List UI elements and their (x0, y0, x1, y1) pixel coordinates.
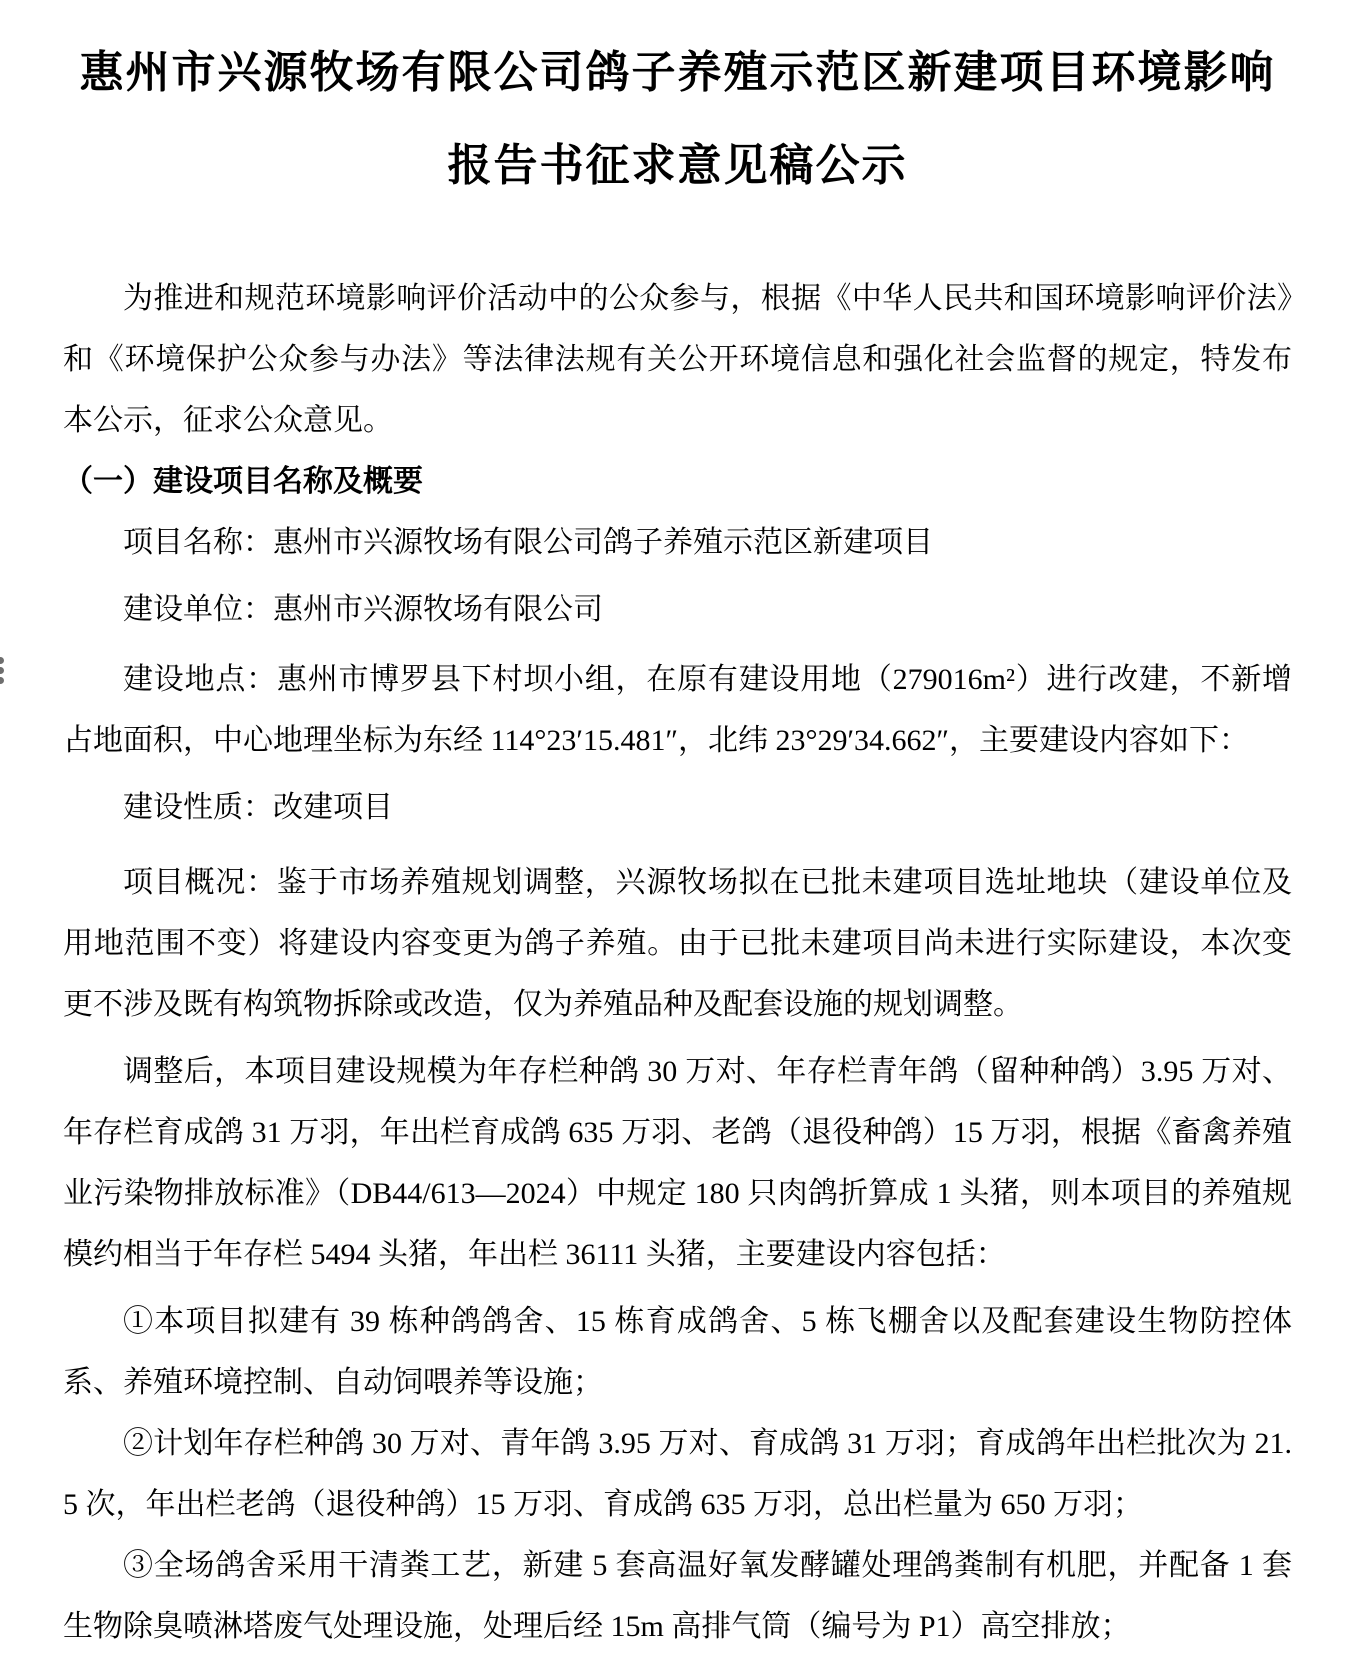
drag-handle-dot (0, 657, 4, 664)
document-title-line2: 报告书征求意见稿公示 (447, 141, 908, 190)
list-item-3-manure-process: ③全场鸽舍采用干清粪工艺，新建 5 套高温好氧发酵罐处理鸽粪制有机肥，并配备 1 套生物除臭喷淋塔废气处理设施，处理后经 15m 高排气筒（编号为 P1）高空排放； (63, 1549, 1292, 1643)
field-project-name: 项目名称：惠州市兴源牧场有限公司鸽子养殖示范区新建项目 (123, 526, 933, 559)
drag-handle-dot (0, 677, 4, 684)
drag-handle-dot (0, 667, 4, 674)
document-title (63, 26, 1292, 212)
list-item-1-construction-content: ①本项目拟建有 39 栋种鸽鸽舍、15 栋育成鸽舍、5 栋飞棚舍以及配套建设生物防控体系、养殖环境控制、自动饲喂养等设施； (63, 1305, 1292, 1399)
section-heading-project-overview: （一）建设项目名称及概要 (63, 465, 423, 498)
document-title-line1: 惠州市兴源牧场有限公司鸽子养殖示范区新建项目环境影响 (79, 48, 1276, 97)
field-construction-nature: 建设性质：改建项目 (123, 791, 393, 824)
field-construction-unit: 建设单位：惠州市兴源牧场有限公司 (123, 593, 603, 626)
paragraph-adjusted-scale: 调整后，本项目建设规模为年存栏种鸽 30 万对、年存栏青年鸽（留种种鸽）3.95 万对、年存栏育成鸽 31 万羽，年出栏育成鸽 635 万羽、老鸽（退役种鸽）15 万羽，根据《畜禽养殖业污染物排放标准》（DB44/613—2024）中规定 180 只肉鸽折算成 1 头猪，则本项目的养殖规模约相当于年存栏 5494 头猪，年出栏 36111 头猪，主要建设内容包括： (63, 1055, 1292, 1271)
paragraph-intro: 为推进和规范环境影响评价活动中的公众参与，根据《中华人民共和国环境影响评价法》和《环境保护公众参与办法》等法律法规有关公开环境信息和强化社会监督的规定，特发布本公示，征求公众意见。 (63, 282, 1292, 437)
list-item-2-stock-plan: ②计划年存栏种鸽 30 万对、青年鸽 3.95 万对、育成鸽 31 万羽；育成鸽年出栏批次为 21.5 次，年出栏老鸽（退役种鸽）15 万羽、育成鸽 635 万羽，总出栏量为 650 万羽； (63, 1427, 1292, 1521)
drag-handle-icon[interactable] (0, 657, 4, 684)
paragraph-project-profile: 项目概况：鉴于市场养殖规划调整，兴源牧场拟在已批未建项目选址地块（建设单位及用地范围不变）将建设内容变更为鸽子养殖。由于已批未建项目尚未进行实际建设，本次变更不涉及既有构筑物拆除或改造，仅为养殖品种及配套设施的规划调整。 (63, 866, 1292, 1021)
field-construction-location: 建设地点：惠州市博罗县下村坝小组，在原有建设用地（279016m²）进行改建，不新增占地面积，中心地理坐标为东经 114°23′15.481″，北纬 23°29′34.662″，主要建设内容如下： (63, 663, 1292, 757)
